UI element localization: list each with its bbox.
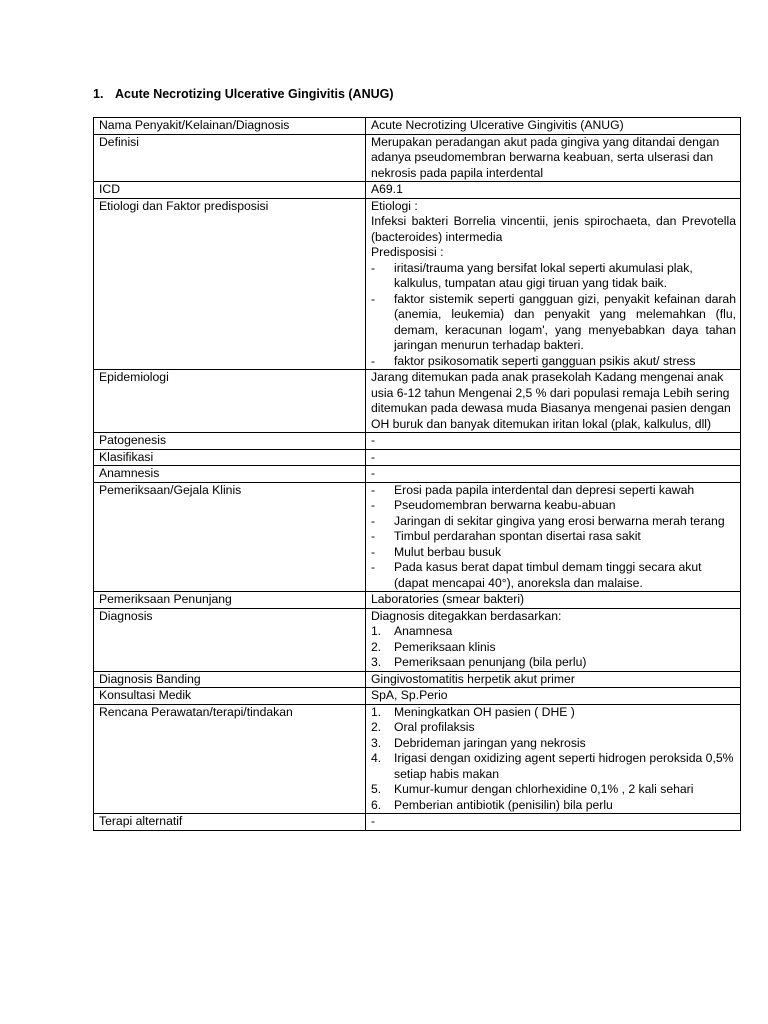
row-value: SpA, Sp.Perio	[366, 688, 741, 705]
number-marker: 5.	[371, 782, 382, 796]
list-item-text: Oral profilaksis	[394, 720, 475, 734]
etiologi-heading: Etiologi :	[371, 198, 418, 213]
row-label: Klasifikasi	[94, 449, 366, 466]
row-label: Patogenesis	[94, 433, 366, 450]
rencana-list	[371, 705, 736, 814]
table-row	[94, 433, 741, 450]
diagnosis-list	[371, 624, 736, 671]
list-item-text: Meningkatkan OH pasien ( DHE )	[394, 704, 575, 719]
row-value	[366, 198, 741, 370]
dash-marker: -	[371, 260, 376, 275]
row-label: Etiologi dan Faktor predisposisi	[94, 198, 366, 370]
heading-number: 1.	[93, 87, 104, 101]
dash-marker: -	[371, 353, 376, 368]
number-marker: 6.	[371, 797, 382, 812]
list-item	[371, 292, 736, 354]
list-item-text: Pada kasus berat dapat timbul demam tinggi secara akut (dapat mencapai 40°), anoreksla dan malaise.	[394, 560, 702, 590]
list-item-text: Pemberian antibiotik (penisilin) bila perlu	[394, 797, 613, 812]
number-marker: 2.	[371, 639, 382, 654]
list-item-text: Pemeriksaan klinis	[394, 639, 496, 654]
row-label: Terapi alternatif	[94, 814, 366, 831]
number-marker: 1.	[371, 624, 382, 638]
list-item	[371, 560, 736, 591]
dash-marker: -	[371, 529, 376, 543]
list-item	[371, 498, 736, 514]
table-row	[94, 118, 741, 135]
list-item-text: Debrideman jaringan yang nekrosis	[394, 735, 586, 750]
number-marker: 3.	[371, 655, 382, 669]
row-label: Pemeriksaan/Gejala Klinis	[94, 482, 366, 592]
row-value: -	[366, 814, 741, 831]
list-item-text: iritasi/trauma yang bersifat lokal seperti akumulasi plak, kalkulus, tumpatan atau gigi tiruan yang tidak baik.	[394, 260, 693, 290]
dash-marker: -	[371, 560, 376, 574]
list-item	[371, 354, 736, 370]
disease-table	[93, 117, 741, 831]
row-value: Jarang ditemukan pada anak prasekolah Kadang mengenai anak usia 6-12 tahun Mengenai 2,5 % dari populasi remaja Lebih sering ditemukan pada dewasa muda Biasanya mengenai pasien dengan OH buruk dan banyak ditemukan iritan lokal (plak, kalkulus, dll)	[366, 370, 741, 433]
row-value: Laboratories (smear bakteri)	[366, 592, 741, 609]
row-value	[366, 482, 741, 592]
row-label: Epidemiologi	[94, 370, 366, 433]
list-item-text: Mulut berbau busuk	[394, 544, 502, 559]
number-marker: 4.	[371, 751, 382, 765]
list-item	[371, 545, 736, 561]
table-row	[94, 608, 741, 671]
document-heading	[93, 87, 394, 101]
list-item	[371, 640, 736, 656]
table-row	[94, 134, 741, 182]
list-item	[371, 798, 736, 814]
list-item-text: faktor sistemik seperti gangguan gizi, penyakit kefainan darah (anemia, leukemia) dan penyakit yang melemahkan (flu, demam, keracunan logam', yang menyebabkan daya tahan jaringan menurun terhadap bakteri.	[394, 291, 736, 352]
list-item-text: Pemeriksaan penunjang (bila perlu)	[394, 655, 587, 669]
list-item-text: Anamnesa	[394, 624, 453, 638]
list-item	[371, 261, 736, 292]
row-value: Gingivostomatitis herpetik akut primer	[366, 671, 741, 688]
diagnosis-intro: Diagnosis ditegakkan berdasarkan:	[371, 608, 562, 623]
row-value	[366, 704, 741, 814]
dash-marker: -	[371, 498, 376, 512]
dash-marker: -	[371, 291, 376, 306]
list-item-text: Jaringan di sekitar gingiva yang erosi berwarna merah terang	[394, 513, 725, 528]
heading-title: Acute Necrotizing Ulcerative Gingivitis (ANUG)	[115, 87, 394, 101]
table-row	[94, 671, 741, 688]
list-item	[371, 529, 736, 545]
table-row	[94, 370, 741, 433]
etiologi-text: Infeksi bakteri Borrelia vincentii, jenis spirochaeta, dan Prevotella (bacteroides) intermedia	[371, 214, 736, 244]
predisposisi-list	[371, 261, 736, 370]
row-label: Nama Penyakit/Kelainan/Diagnosis	[94, 118, 366, 135]
row-label: ICD	[94, 182, 366, 199]
table-row	[94, 198, 741, 370]
table-row	[94, 814, 741, 831]
list-item-text: Irigasi dengan oxidizing agent seperti hidrogen peroksida 0,5% setiap habis makan	[394, 751, 734, 781]
list-item	[371, 705, 736, 721]
number-marker: 3.	[371, 735, 382, 750]
list-item-text: Erosi pada papila interdental dan depresi seperti kawah	[394, 482, 695, 497]
row-value: Merupakan peradangan akut pada gingiva yang ditandai dengan adanya pseudomembran berwarna keabuan, serta ulserasi dan nekrosis pada papila interdental	[366, 134, 741, 182]
dash-marker: -	[371, 544, 376, 559]
list-item	[371, 655, 736, 671]
table-row	[94, 704, 741, 814]
table-row	[94, 466, 741, 483]
row-label: Diagnosis Banding	[94, 671, 366, 688]
table-row	[94, 688, 741, 705]
row-label: Rencana Perawatan/terapi/tindakan	[94, 704, 366, 814]
list-item	[371, 483, 736, 499]
row-value: -	[366, 466, 741, 483]
list-item	[371, 751, 736, 782]
row-value: -	[366, 449, 741, 466]
row-value: Acute Necrotizing Ulcerative Gingivitis (ANUG)	[366, 118, 741, 135]
row-label: Definisi	[94, 134, 366, 182]
list-item-text: Pseudomembran berwarna keabu-abuan	[394, 498, 616, 512]
row-label: Pemeriksaan Penunjang	[94, 592, 366, 609]
list-item	[371, 720, 736, 736]
predisposisi-heading: Predisposisi :	[371, 245, 444, 259]
list-item-text: faktor psikosomatik seperti gangguan psikis akut/ stress	[394, 353, 696, 368]
table-row	[94, 182, 741, 199]
list-item	[371, 514, 736, 530]
dash-marker: -	[371, 513, 376, 528]
list-item-text: Timbul perdarahan spontan disertai rasa sakit	[394, 529, 641, 543]
row-label: Konsultasi Medik	[94, 688, 366, 705]
number-marker: 2.	[371, 720, 382, 734]
row-label: Diagnosis	[94, 608, 366, 671]
list-item	[371, 624, 736, 640]
list-item	[371, 736, 736, 752]
row-value: A69.1	[366, 182, 741, 199]
row-value: -	[366, 433, 741, 450]
row-label: Anamnesis	[94, 466, 366, 483]
table-row	[94, 449, 741, 466]
list-item	[371, 782, 736, 798]
number-marker: 1.	[371, 704, 382, 719]
list-item-text: Kumur-kumur dengan chlorhexidine 0,1% , 2 kali sehari	[394, 782, 694, 796]
gejala-list	[371, 483, 736, 592]
table-row	[94, 592, 741, 609]
dash-marker: -	[371, 482, 376, 497]
table-row	[94, 482, 741, 592]
row-value	[366, 608, 741, 671]
